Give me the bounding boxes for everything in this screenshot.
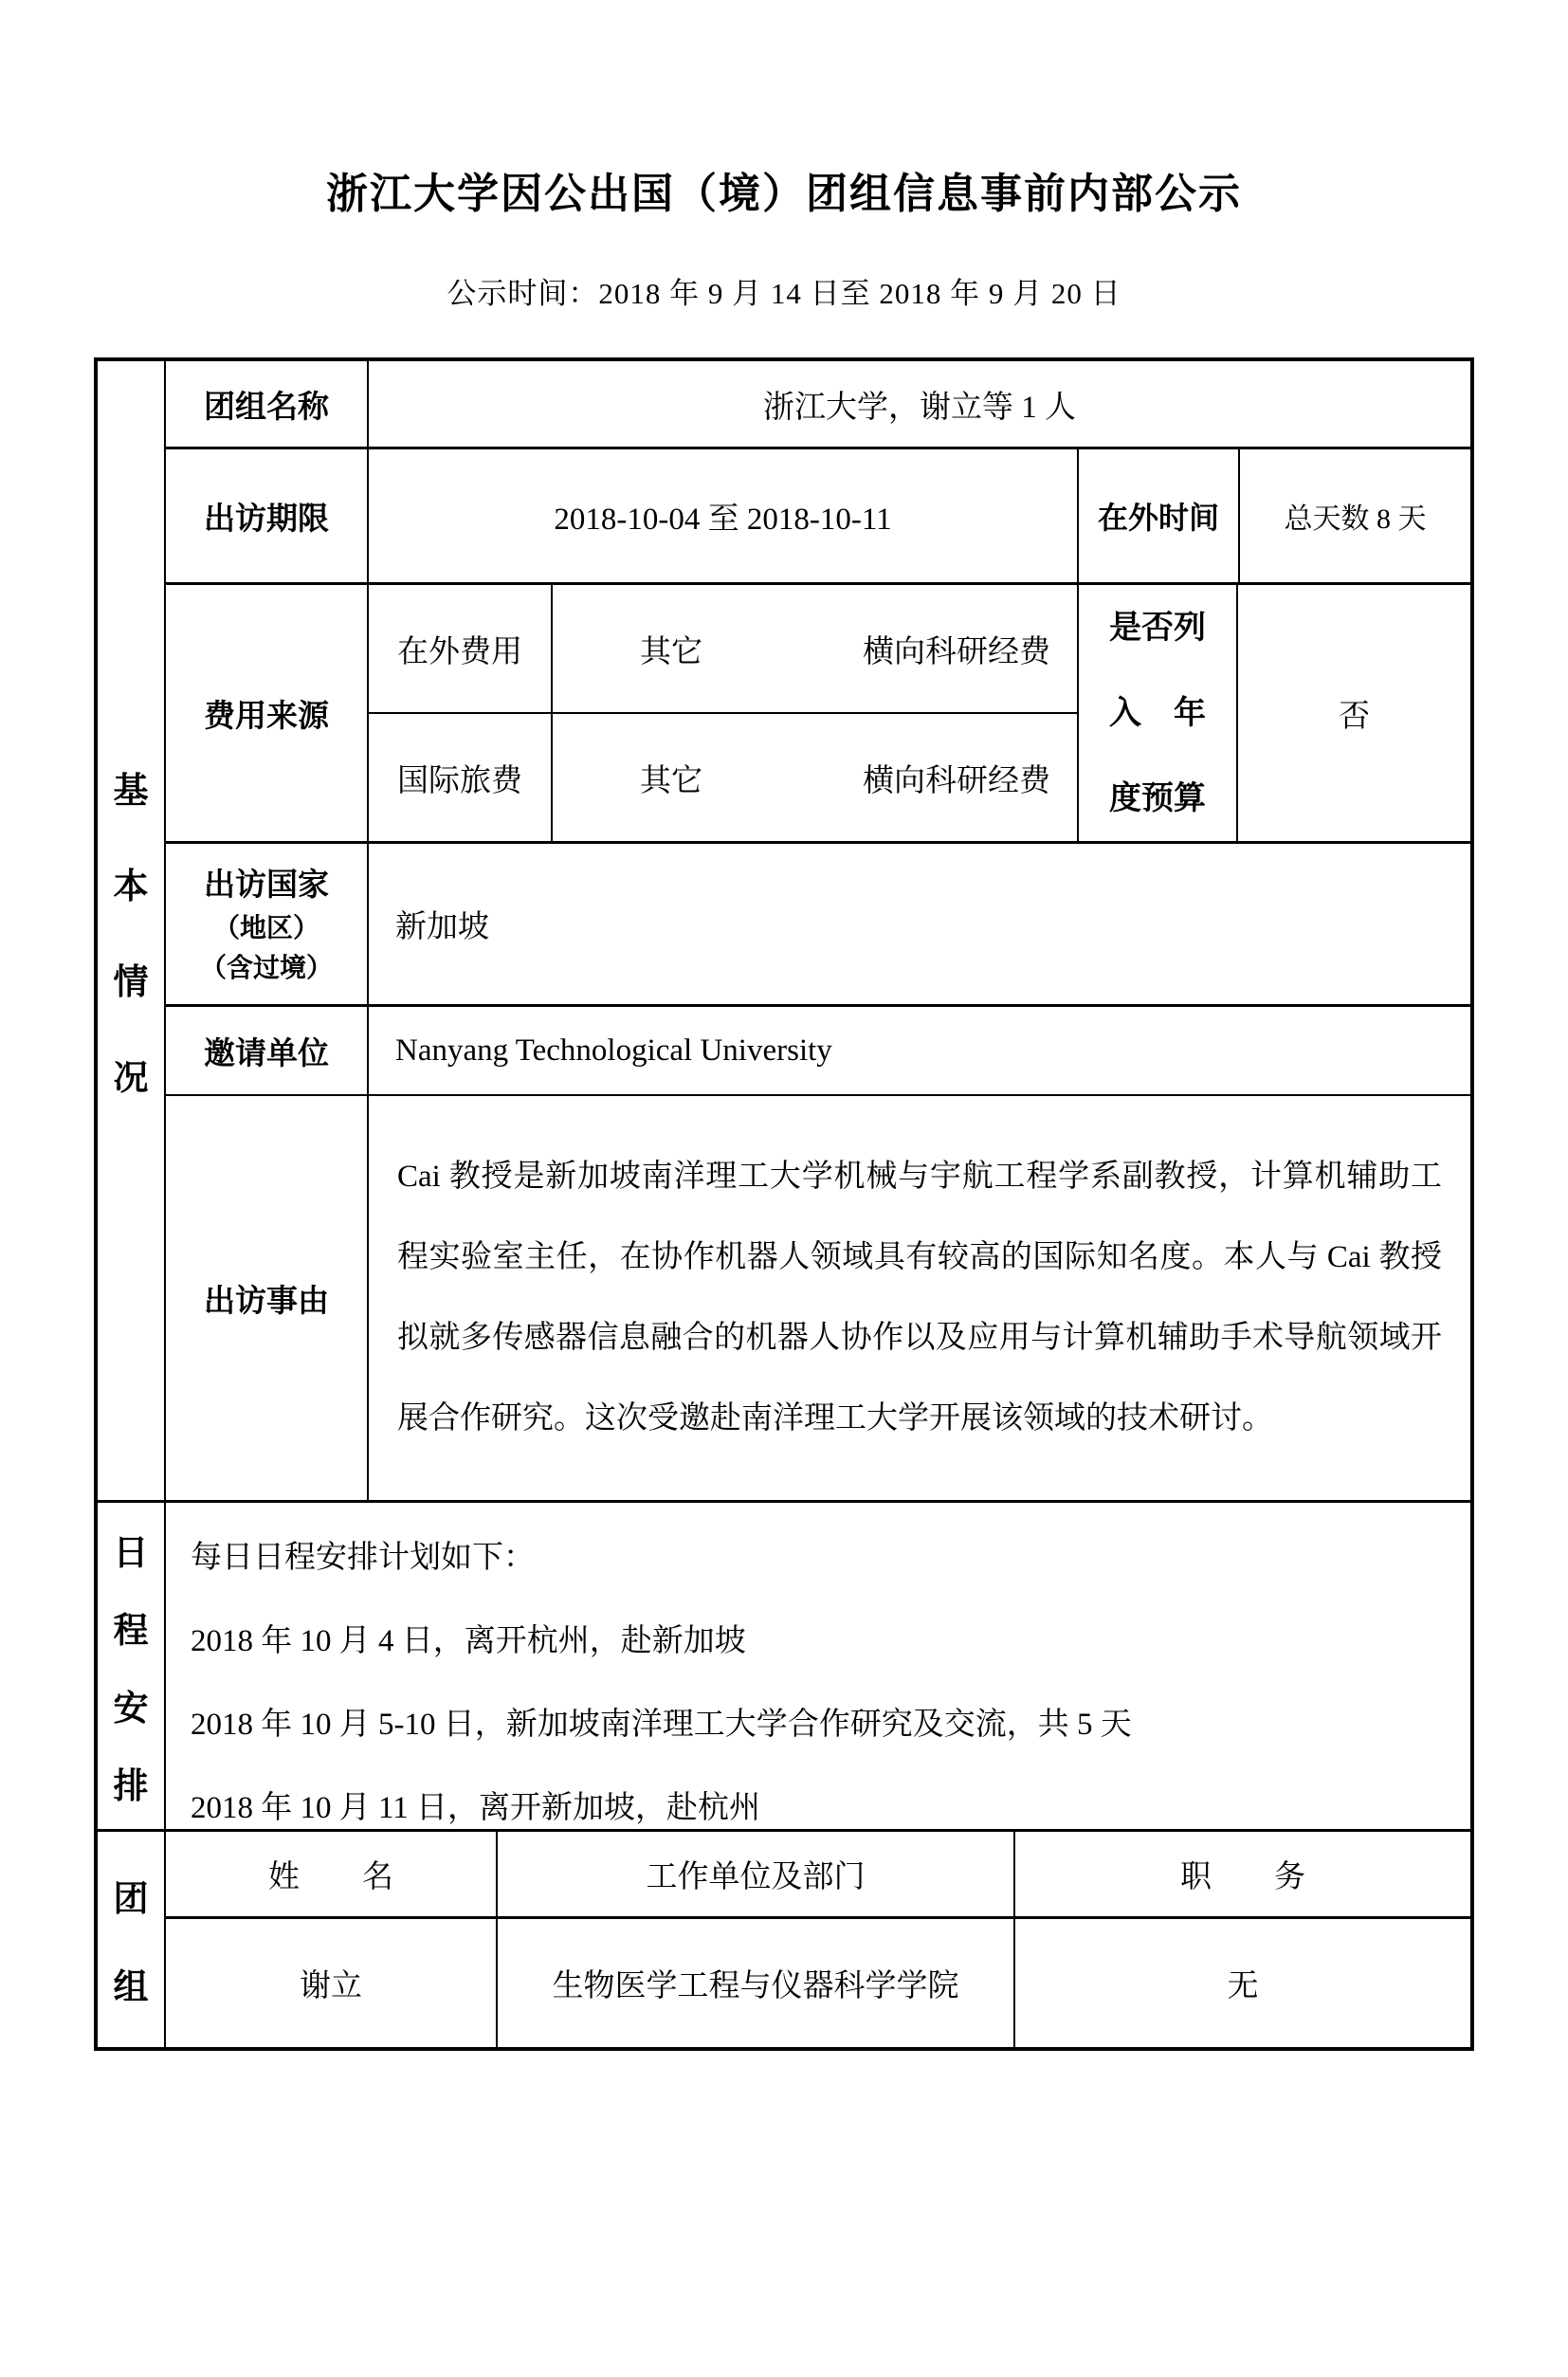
countries-value: 新加坡 bbox=[395, 910, 489, 944]
vlabel-char: 基 bbox=[113, 771, 149, 810]
group-name-label: 团组名称 bbox=[166, 361, 369, 447]
vlabel-char: 程 bbox=[113, 1611, 149, 1650]
countries-label-main: 出访国家 bbox=[204, 866, 329, 902]
schedule-line: 2018 年 10 月 4 日，离开杭州，赴新加坡 bbox=[191, 1624, 746, 1658]
visit-period-row bbox=[166, 447, 1470, 582]
schedule-line: 每日日程安排计划如下： bbox=[191, 1541, 535, 1575]
header-name: 姓 名 bbox=[166, 1832, 498, 1916]
funding-subrow-travel bbox=[369, 712, 1079, 841]
basic-info-section bbox=[98, 361, 1470, 1500]
vlabel-char: 团 bbox=[113, 1878, 149, 1918]
group-name-value: 浙江大学，谢立等 1 人 bbox=[763, 390, 1076, 425]
schedule-section bbox=[98, 1500, 1470, 1829]
fee-type: 其它 bbox=[640, 763, 702, 798]
budget-inclusion-value: 否 bbox=[1339, 699, 1370, 734]
intl-travel-fee-label: 国际旅费 bbox=[369, 714, 553, 841]
time-abroad-label: 在外时间 bbox=[1079, 449, 1240, 582]
schedule-content bbox=[166, 1503, 1470, 1829]
member-unit: 生物医学工程与仪器科学学院 bbox=[498, 1919, 1015, 2047]
visit-period-value: 2018-10-04 至 2018-10-11 bbox=[369, 449, 1079, 582]
header-title: 职 务 bbox=[1180, 1860, 1305, 1894]
group-name-row bbox=[166, 361, 1470, 447]
group-section-label bbox=[98, 1832, 166, 2047]
fee-source: 横向科研经费 bbox=[863, 634, 1050, 669]
abroad-fee-value bbox=[553, 585, 1079, 712]
member-title: 无 bbox=[1227, 1969, 1259, 2003]
inviter-row bbox=[166, 1004, 1470, 1094]
publicity-period: 公示时间：2018 年 9 月 14 日至 2018 年 9 月 20 日 bbox=[447, 277, 1121, 310]
vlabel-char: 排 bbox=[113, 1766, 149, 1805]
group-header-row bbox=[166, 1832, 1470, 1916]
member-row bbox=[166, 1916, 1470, 2047]
vlabel-char: 况 bbox=[113, 1058, 149, 1097]
budget-inclusion-label bbox=[1077, 585, 1238, 841]
vlabel-char: 日 bbox=[113, 1533, 149, 1572]
budget-label-line: 入 年 bbox=[1109, 695, 1206, 731]
vlabel-char: 组 bbox=[113, 1967, 149, 2007]
visit-period-label: 出访期限 bbox=[166, 449, 369, 582]
budget-label-line: 是否列 bbox=[1109, 610, 1206, 646]
countries-label-sub: （地区） bbox=[212, 912, 319, 942]
vlabel-char: 本 bbox=[113, 867, 149, 905]
schedule-line: 2018 年 10 月 5-10 日，新加坡南洋理工大学合作研究及交流，共 5 天 bbox=[191, 1708, 1132, 1742]
reason-row bbox=[166, 1094, 1470, 1500]
vlabel-char: 安 bbox=[113, 1689, 149, 1728]
intl-travel-fee-value bbox=[553, 714, 1079, 841]
basic-info-section-label bbox=[98, 361, 166, 1500]
main-form-table bbox=[94, 357, 1474, 2051]
funding-subrow-abroad bbox=[369, 585, 1079, 712]
header-unit: 工作单位及部门 bbox=[498, 1832, 1015, 1916]
total-days-value: 总天数 8 天 bbox=[1284, 503, 1427, 535]
countries-label-sub: （含过境） bbox=[199, 952, 333, 982]
funding-subtable bbox=[369, 585, 1079, 841]
reason-value: Cai 教授是新加坡南洋理工大学机械与宇航工程学系副教授，计算机辅助工程实验室主任，在协作机器人领域具有较高的国际知名度。本人与 Cai 教授拟就多传感器信息融合的机器人协作以及应用与计算机辅助手术导航领域开展合作研究。这次受邀赴南洋理工大学开展该领域的技术研讨。 bbox=[397, 1160, 1442, 1435]
budget-label-line: 度预算 bbox=[1109, 780, 1206, 816]
page-title: 浙江大学因公出国（境）团组信息事前内部公示 bbox=[326, 171, 1242, 217]
funding-row bbox=[166, 582, 1470, 841]
fee-type: 其它 bbox=[640, 634, 702, 669]
countries-label bbox=[166, 844, 369, 1004]
vlabel-char: 情 bbox=[113, 962, 149, 1001]
group-section bbox=[98, 1829, 1470, 2047]
schedule-section-label bbox=[98, 1503, 166, 1829]
reason-label: 出访事由 bbox=[166, 1096, 369, 1500]
inviter-label: 邀请单位 bbox=[166, 1007, 369, 1094]
inviter-value: Nanyang Technological University bbox=[395, 1033, 832, 1068]
funding-label: 费用来源 bbox=[166, 585, 369, 841]
schedule-line: 2018 年 10 月 11 日，离开新加坡，赴杭州 bbox=[191, 1791, 761, 1825]
member-name: 谢立 bbox=[166, 1919, 498, 2047]
abroad-fee-label: 在外费用 bbox=[369, 585, 553, 712]
countries-row bbox=[166, 841, 1470, 1004]
fee-source: 横向科研经费 bbox=[863, 763, 1050, 798]
